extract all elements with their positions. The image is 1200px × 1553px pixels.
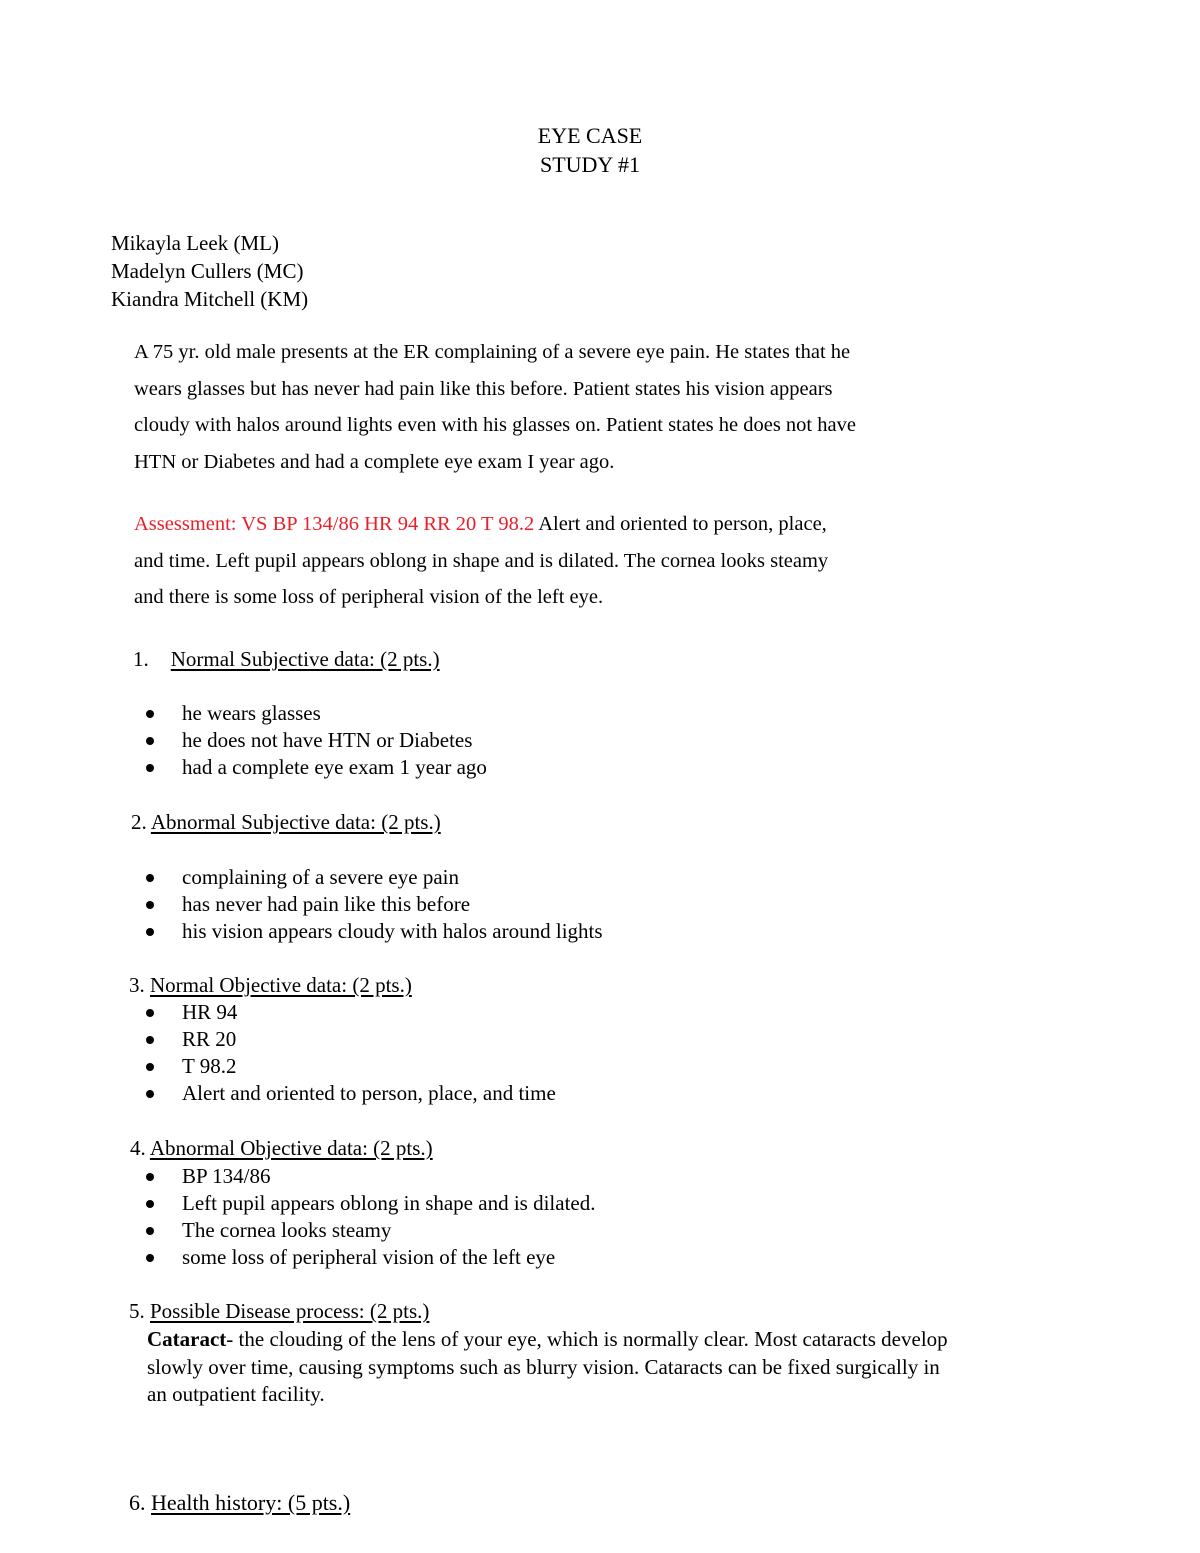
section-number: 1. — [133, 647, 149, 671]
section-4-heading — [130, 1136, 433, 1161]
definition-line: an outpatient facility. — [147, 1382, 325, 1406]
bullet-icon — [146, 1063, 154, 1071]
bullet-icon — [146, 1173, 154, 1181]
list-item: he does not have HTN or Diabetes — [146, 727, 487, 754]
section-title: Abnormal Subjective data: (2 pts.) — [150, 810, 441, 834]
bullet-icon — [146, 1090, 154, 1098]
list-item: BP 134/86 — [146, 1163, 595, 1190]
list-item: Left pupil appears oblong in shape and is dilated. — [146, 1190, 595, 1217]
case-line: HTN or Diabetes and had a complete eye exam I year ago. — [134, 450, 615, 473]
list-item: he wears glasses — [146, 700, 487, 727]
section-title: Abnormal Objective data: (2 pts.) — [149, 1136, 433, 1160]
bullet-icon — [146, 1009, 154, 1017]
section-number: 5. — [129, 1299, 145, 1323]
section-3-heading — [129, 973, 412, 998]
list-item: The cornea looks steamy — [146, 1217, 595, 1244]
section-number: 3. — [129, 973, 145, 997]
case-line: A 75 yr. old male presents at the ER complaining of a severe eye pain. He states that he — [134, 341, 851, 363]
document-subtitle: STUDY #1 — [539, 152, 641, 177]
section-2-list — [146, 864, 603, 945]
section-5-heading — [129, 1299, 429, 1324]
case-line: cloudy with halos around lights even with his glasses on. Patient states he does not have — [134, 414, 856, 436]
list-item: complaining of a severe eye pain — [146, 864, 603, 891]
definition-line: slowly over time, causing symptoms such as blurry vision. Cataracts can be fixed surgically in — [147, 1354, 940, 1379]
section-title: Health history: (5 pts.) — [151, 1490, 351, 1515]
section-4-list — [146, 1163, 595, 1271]
list-item: his vision appears cloudy with halos around lights — [146, 918, 603, 945]
list-item: HR 94 — [146, 999, 556, 1026]
list-item: some loss of peripheral vision of the left eye — [146, 1244, 595, 1271]
list-item: RR 20 — [146, 1026, 556, 1053]
section-1-heading — [133, 647, 440, 672]
bullet-icon — [146, 710, 154, 718]
list-item: has never had pain like this before — [146, 891, 603, 918]
list-item: had a complete eye exam 1 year ago — [146, 754, 487, 781]
bullet-icon — [146, 901, 154, 909]
section-title: Normal Objective data: (2 pts.) — [150, 973, 412, 997]
assessment-text: Alert and oriented to person, place, — [534, 513, 827, 535]
section-number: 4. — [130, 1136, 146, 1160]
assessment-line: and time. Left pupil appears oblong in shape and is dilated. The cornea looks steamy — [134, 549, 829, 572]
section-title: Normal Subjective data: (2 pts.) — [170, 647, 440, 671]
section-title: Possible Disease process: (2 pts.) — [150, 1299, 430, 1323]
bullet-icon — [146, 1254, 154, 1262]
list-item: Alert and oriented to person, place, and time — [146, 1080, 556, 1107]
case-line: wears glasses but has never had pain like this before. Patient states his vision appears — [134, 377, 833, 400]
bullet-icon — [146, 874, 154, 882]
section-1-list — [146, 700, 487, 781]
bullet-icon — [146, 764, 154, 772]
definition-line: - the clouding of the lens of your eye, which is normally clear. Most cataracts develop — [226, 1327, 948, 1351]
disease-term: Cataract — [147, 1327, 227, 1351]
assessment-label: Assessment: VS BP 134/86 HR 94 RR 20 T 98.2 — [134, 513, 535, 535]
bullet-icon — [146, 928, 154, 936]
section-number: 2. — [131, 810, 147, 834]
author-1: Mikayla Leek (ML) — [111, 231, 279, 255]
document-title: EYE CASE — [537, 123, 643, 148]
bullet-icon — [146, 1200, 154, 1208]
disease-definition — [147, 1326, 948, 1409]
section-6-heading — [129, 1490, 350, 1516]
case-paragraph — [134, 334, 856, 480]
author-3: Kiandra Mitchell (KM) — [111, 287, 309, 311]
bullet-icon — [146, 1036, 154, 1044]
bullet-icon — [146, 737, 154, 745]
author-2: Madelyn Cullers (MC) — [111, 259, 304, 283]
list-item: T 98.2 — [146, 1053, 556, 1080]
bullet-icon — [146, 1227, 154, 1235]
section-number: 6. — [129, 1490, 146, 1515]
assessment-paragraph — [134, 506, 828, 616]
section-2-heading — [131, 810, 441, 835]
section-3-list — [146, 999, 556, 1107]
assessment-line: and there is some loss of peripheral vision of the left eye. — [134, 586, 604, 608]
